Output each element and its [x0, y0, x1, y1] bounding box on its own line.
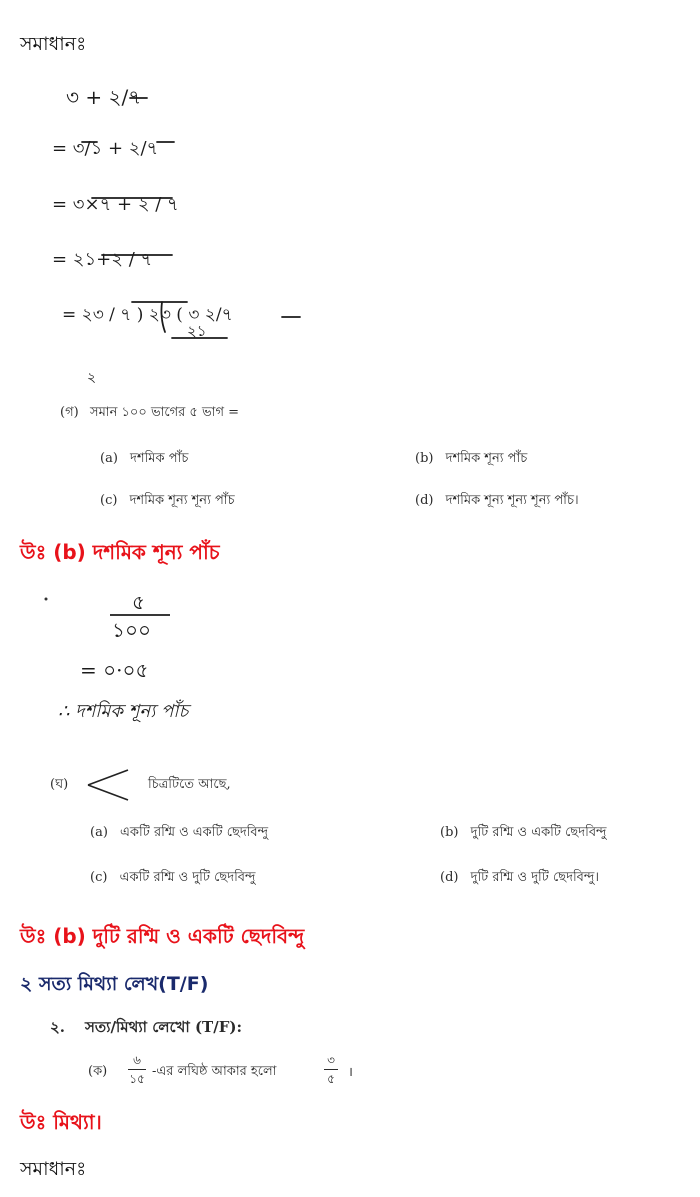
question-2-end: । [348, 1065, 353, 1080]
scan1-line-1: ৩ + ২/৭ [66, 85, 142, 109]
option-gh-d-key: (d) [440, 870, 459, 885]
option-gh-c-key: (c) [90, 870, 108, 885]
answer-g: উঃ (b) দশমিক শূন্য পাঁচ [20, 540, 220, 564]
option-gh-a-text: একটি রশ্মি ও একটি ছেদবিন্দু [120, 825, 269, 840]
angle-figure-icon [84, 767, 134, 803]
handwritten-solution-scan-1 [22, 70, 342, 385]
scan1-line-3: = ৩×৭ + ২ / ৭ [52, 194, 179, 215]
scan1-line-4: = ২১+২ / ৭ [52, 249, 153, 270]
option-gh-c-text: একটি রশ্মি ও দুটি ছেদবিন্দু [119, 870, 256, 885]
option-g-a-text: দশমিক পাঁচ [130, 451, 189, 466]
question-g-text: সমান ১০০ ভাগের ৫ ভাগ = [90, 405, 239, 420]
question-2-item-label: (ক) [88, 1064, 108, 1079]
scan2-conclusion: ∴ দশমিক শূন্য পাঁচ [58, 701, 189, 722]
question-2-result-bar [324, 1069, 338, 1070]
question-2-frac-num: ৬ [133, 1053, 141, 1067]
question-gh-scan [50, 765, 650, 890]
scan1-line-7: ২ [87, 370, 97, 385]
option-g-b-text: দশমিক শূন্য পাঁচ [445, 451, 528, 466]
answer-gh: উঃ (b) দুটি রশ্মি ও একটি ছেদবিন্দু [20, 924, 305, 948]
question-2-frac-bar [128, 1069, 146, 1070]
option-gh-a-key: (a) [90, 825, 108, 840]
question-2-scan [50, 1010, 450, 1090]
handwritten-solution-scan-2 [40, 585, 340, 730]
scan2-fraction-top: ৫ [132, 590, 145, 614]
scan2-fraction-bottom: ১০০ [112, 618, 151, 642]
solution-heading-2: সমাধানঃ [20, 1158, 87, 1180]
question-gh-label: (ঘ) [50, 777, 69, 792]
section-2-title: ২ সত্য মিথ্যা লেখ(T/F) [20, 973, 209, 995]
question-gh-text: চিত্রটিতে আছে, [148, 777, 231, 792]
question-2-title: সত্য/মিথ্যা লেখো (T/F): [85, 1018, 242, 1036]
option-g-d-text: দশমিক শূন্য শূন্য শূন্য পাঁচ। [445, 493, 579, 508]
option-g-a-key: (a) [100, 451, 118, 466]
answer-2: উঃ মিথ্যা। [20, 1110, 102, 1134]
option-g-c-key: (c) [100, 493, 118, 508]
solution-heading: সমাধানঃ [20, 33, 87, 55]
scan1-line-5: = ২৩ / ৭ ) ২৩ ( ৩ ২/৭ [62, 305, 233, 325]
option-g-c-text: দশমিক শূন্য শূন্য পাঁচ [129, 493, 235, 508]
option-gh-b-key: (b) [440, 825, 459, 840]
option-gh-b-text: দুটি রশ্মি ও একটি ছেদবিন্দু [470, 825, 607, 840]
option-g-d-key: (d) [415, 493, 434, 508]
scan1-line-6: ২১ [187, 322, 207, 340]
question-2-item-text: -এর লঘিষ্ঠ আকার হলো [152, 1064, 277, 1079]
scan1-line-2: = ৩/১ + ২/৭ [52, 138, 159, 159]
question-2-number: ২. [50, 1018, 65, 1036]
question-g-label: (গ) [60, 405, 79, 420]
question-2-result-num: ৩ [327, 1053, 335, 1067]
question-g-scan [60, 395, 640, 515]
option-gh-d-text: দুটি রশ্মি ও দুটি ছেদবিন্দু। [470, 870, 599, 885]
option-g-b-key: (b) [415, 451, 434, 466]
question-2-result-den: ৫ [327, 1072, 335, 1086]
question-2-frac-den: ১৫ [129, 1072, 145, 1086]
scan2-result: = ০·০৫ [80, 658, 149, 682]
